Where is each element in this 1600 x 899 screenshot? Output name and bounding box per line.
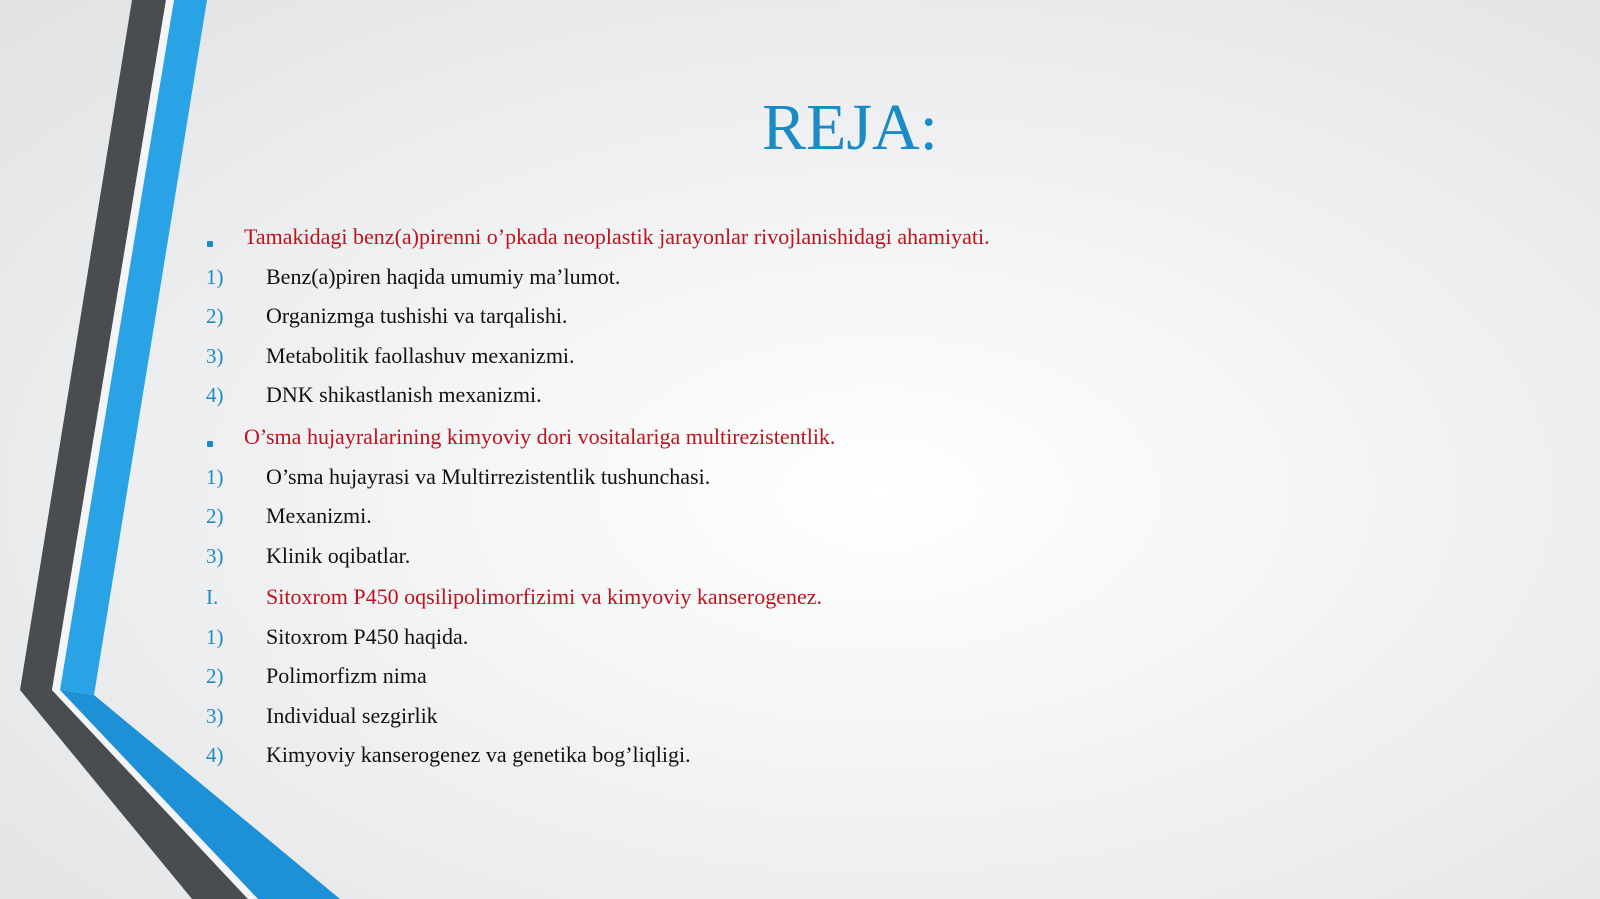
item-number: 4) (206, 743, 224, 767)
item-number: 1) (206, 625, 224, 649)
list-item (0, 259, 1200, 295)
section-heading: Sitoxrom P450 oqsilipolimorfizimi va kimyoviy kanserogenez. (266, 584, 823, 609)
item-text: Polimorfizm nima (266, 663, 427, 688)
list-item (0, 298, 1200, 334)
item-text: Mexanizmi. (266, 503, 372, 528)
slide-title: REJA: (761, 91, 939, 164)
list-item (0, 737, 1200, 773)
section-heading-row (0, 219, 1200, 255)
item-text: Kimyoviy kanserogenez va genetika bog’liqligi. (266, 742, 691, 767)
list-item (0, 459, 1200, 495)
item-number: 4) (206, 383, 224, 407)
list-item (0, 619, 1200, 655)
item-number: 2) (206, 304, 224, 328)
item-text: Klinik oqibatlar. (266, 543, 411, 568)
bullet-icon (207, 441, 213, 447)
item-number: 2) (206, 664, 224, 688)
list-item (0, 338, 1200, 374)
list-item (0, 498, 1200, 534)
section-heading-row (0, 579, 1200, 615)
item-number: 1) (206, 265, 224, 289)
section-heading-row (0, 419, 1200, 455)
list-item (0, 698, 1200, 734)
section-heading: O’sma hujayralarining kimyoviy dori vositalariga multirezistentlik. (244, 424, 836, 449)
item-number: 2) (206, 504, 224, 528)
list-item (0, 658, 1200, 694)
item-text: O’sma hujayrasi va Multirrezistentlik tushunchasi. (266, 464, 711, 489)
roman-numeral-marker: I. (206, 585, 219, 609)
bullet-icon (207, 241, 213, 247)
item-number: 1) (206, 465, 224, 489)
item-number: 3) (206, 344, 224, 368)
item-text: Benz(a)piren haqida umumiy ma’lumot. (266, 264, 621, 289)
item-number: 3) (206, 704, 224, 728)
item-text: Individual sezgirlik (266, 703, 438, 728)
item-text: Organizmga tushishi va tarqalishi. (266, 303, 568, 328)
list-item (0, 538, 1200, 574)
item-number: 3) (206, 544, 224, 568)
section-heading: Tamakidagi benz(a)pirenni o’pkada neoplastik jarayonlar rivojlanishidagi ahamiyati. (244, 224, 990, 249)
list-item (0, 377, 1200, 413)
item-text: DNK shikastlanish mexanizmi. (266, 382, 542, 407)
item-text: Sitoxrom P450 haqida. (266, 624, 469, 649)
item-text: Metabolitik faollashuv mexanizmi. (266, 343, 575, 368)
